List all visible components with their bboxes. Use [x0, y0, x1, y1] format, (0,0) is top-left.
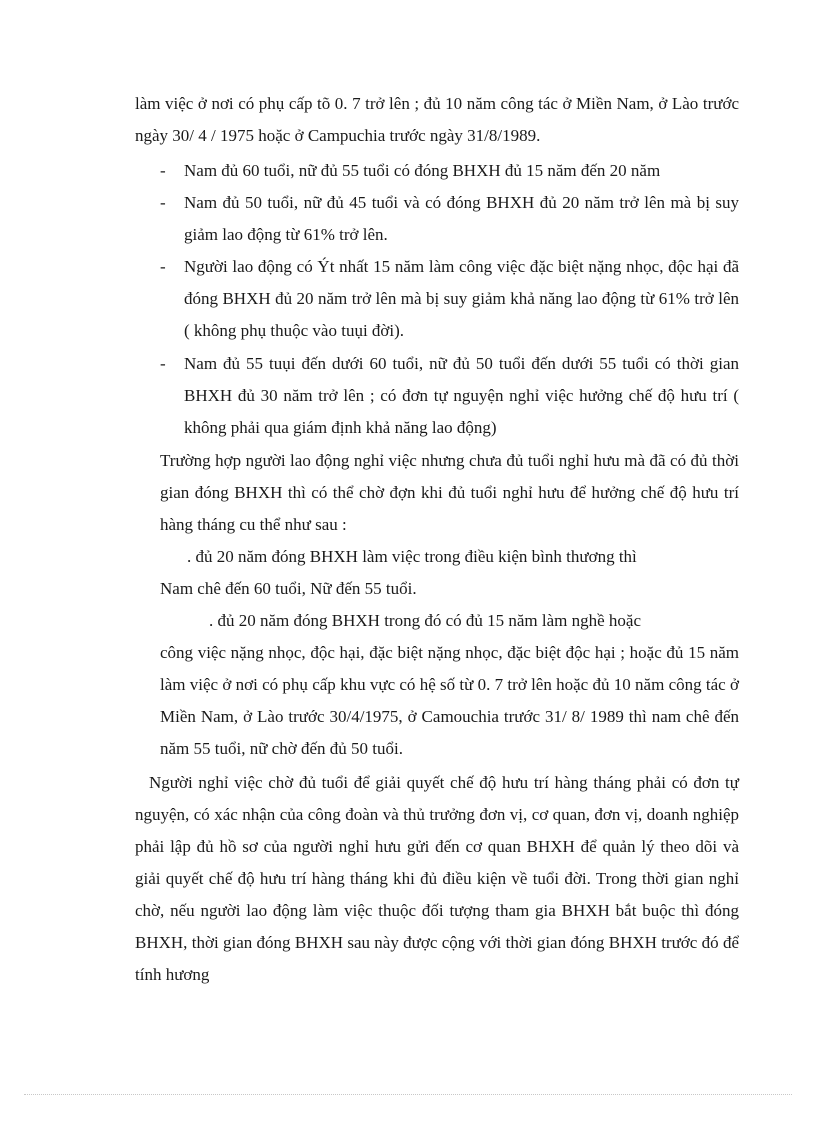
bullet-text: Nam đủ 55 tuụi đến dưới 60 tuổi, nữ đủ 50 tuổi đến dưới 55 tuổi có thời gian BHXH đủ 30 năm trở lên ; có đơn tự nguyện nghỉ việc hưởng chế độ hưu trí ( không phải qua giám định khả năng lao động)	[184, 354, 739, 437]
bullet-item-2	[160, 187, 739, 251]
page-bottom-divider	[24, 1094, 792, 1095]
sub-item-2-line-1: . đủ 20 năm đóng BHXH trong đó có đủ 15 năm làm nghề hoặc	[209, 611, 642, 630]
sub-item-1-line-2: Nam chê đến 60 tuổi, Nữ đến 55 tuổi.	[160, 579, 417, 598]
bullet-dash: -	[160, 161, 166, 180]
bullet-text: Nam đủ 60 tuổi, nữ đủ 55 tuổi có đóng BHXH đủ 15 năm đến 20 năm	[184, 161, 661, 180]
bullet-item-4	[160, 348, 739, 444]
bullet-dash: -	[160, 257, 166, 276]
bullet-dash: -	[160, 193, 166, 212]
bullet-item-1	[160, 155, 739, 187]
bullet-text: Nam đủ 50 tuổi, nữ đủ 45 tuổi và có đóng BHXH đủ 20 năm trở lên mà bị suy giảm lao động từ 61% trở lên.	[184, 193, 739, 244]
bullet-item-3	[160, 251, 739, 347]
sub-item-1-line-1: . đủ 20 năm đóng BHXH làm việc trong điều kiện bình thương thì	[187, 547, 637, 566]
final-paragraph: Người nghỉ việc chờ đủ tuổi để giải quyết chế độ hưu trí hàng tháng phải có đơn tự nguyện, có xác nhận của công đoàn và thủ trưởng đơn vị, cơ quan, đơn vị, doanh nghiệp phải lập đủ hồ sơ của người nghỉ hưu gửi đến cơ quan BHXH để quản lý theo dõi và giải quyết chế độ hưu trí hàng tháng khi đủ điều kiện về tuổi đời. Trong thời gian nghỉ chờ, nếu người lao động làm việc thuộc đối tượng tham gia BHXH bắt buộc thì đóng BHXH, thời gian đóng BHXH sau này được cộng với thời gian đóng BHXH trước đó để tính hương	[135, 773, 739, 984]
intro-paragraph: làm việc ở nơi có phụ cấp tõ 0. 7 trở lên ; đủ 10 năm công tác ở Miền Nam, ở Lào trước ngày 30/ 4 / 1975 hoặc ở Campuchia trước ngày 31/8/1989.	[135, 94, 739, 145]
case-paragraph: Trường hợp người lao động nghỉ việc nhưng chưa đủ tuổi nghỉ hưu mà đã có đủ thời gian đóng BHXH thì có thể chờ đợn khi đủ tuổi nghỉ hưu để hưởng chế độ hưu trí hàng tháng cu thể như sau :	[160, 451, 739, 534]
bullet-dash: -	[160, 354, 166, 373]
bullet-text: Người lao động có Ýt nhất 15 năm làm công việc đặc biệt nặng nhọc, độc hại đã đóng BHXH đủ 20 năm trở lên mà bị suy giảm khả năng lao động từ 61% trở lên ( không phụ thuộc vào tuụi đời).	[184, 257, 739, 340]
sub-item-2-body: công việc nặng nhọc, độc hại, đặc biệt nặng nhọc, đặc biệt độc hại ; hoặc đủ 15 năm làm việc ở nơi có phụ cấp khu vực có hệ số từ 0. 7 trở lên hoặc đủ 10 năm công tác ở Miền Nam, ở Lào trước 30/4/1975, ở Camouchia trước 31/ 8/ 1989 thì nam chê đến năm 55 tuổi, nữ chờ đến đủ 50 tuổi.	[160, 643, 739, 758]
